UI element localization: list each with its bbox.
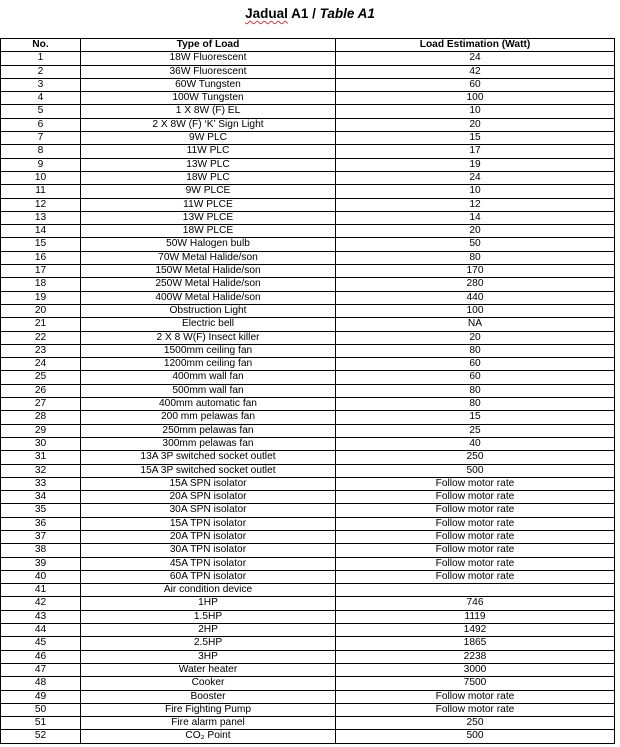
cell-no: 35 (1, 504, 81, 517)
cell-load-estimation: Follow motor rate (336, 557, 615, 570)
table-row (1, 663, 615, 676)
cell-type-of-load: 2HP (81, 624, 336, 637)
cell-type-of-load: 15A 3P switched socket outlet (81, 464, 336, 477)
cell-load-estimation: Follow motor rate (336, 570, 615, 583)
cell-load-estimation: Follow motor rate (336, 517, 615, 530)
table-row (1, 517, 615, 530)
table-row (1, 344, 615, 357)
cell-no: 15 (1, 238, 81, 251)
cell-no: 39 (1, 557, 81, 570)
cell-no: 12 (1, 198, 81, 211)
cell-load-estimation: 250 (336, 451, 615, 464)
cell-no: 31 (1, 451, 81, 464)
table-row (1, 584, 615, 597)
table-row (1, 211, 615, 224)
table-body (1, 52, 615, 743)
cell-no: 41 (1, 584, 81, 597)
table-row (1, 650, 615, 663)
header-type-of-load: Type of Load (81, 39, 336, 52)
cell-load-estimation: 500 (336, 464, 615, 477)
cell-load-estimation: Follow motor rate (336, 491, 615, 504)
cell-load-estimation: 17 (336, 145, 615, 158)
cell-no: 44 (1, 624, 81, 637)
cell-type-of-load: Electric bell (81, 318, 336, 331)
cell-type-of-load: Booster (81, 690, 336, 703)
cell-type-of-load: 18W PLCE (81, 225, 336, 238)
cell-type-of-load: 1HP (81, 597, 336, 610)
cell-no: 42 (1, 597, 81, 610)
load-estimation-table (0, 38, 615, 744)
cell-no: 40 (1, 570, 81, 583)
cell-load-estimation: Follow motor rate (336, 690, 615, 703)
cell-type-of-load: 20A TPN isolator (81, 530, 336, 543)
cell-no: 16 (1, 251, 81, 264)
cell-load-estimation: 500 (336, 730, 615, 743)
table-row (1, 717, 615, 730)
cell-no: 13 (1, 211, 81, 224)
cell-load-estimation: Follow motor rate (336, 504, 615, 517)
cell-no: 32 (1, 464, 81, 477)
cell-no: 7 (1, 132, 81, 145)
cell-type-of-load: 500mm wall fan (81, 384, 336, 397)
cell-load-estimation: 250 (336, 717, 615, 730)
cell-type-of-load: 1 X 8W (F) EL (81, 105, 336, 118)
cell-no: 38 (1, 544, 81, 557)
cell-type-of-load: 30A TPN isolator (81, 544, 336, 557)
table-row (1, 158, 615, 171)
cell-load-estimation: Follow motor rate (336, 703, 615, 716)
cell-type-of-load: 3HP (81, 650, 336, 663)
cell-type-of-load: 36W Fluorescent (81, 65, 336, 78)
table-row (1, 451, 615, 464)
cell-type-of-load: 300mm pelawas fan (81, 437, 336, 450)
cell-type-of-load: 200 mm pelawas fan (81, 411, 336, 424)
cell-no: 51 (1, 717, 81, 730)
title-english: Table A1 (319, 6, 375, 21)
table-row (1, 424, 615, 437)
table-row (1, 491, 615, 504)
cell-no: 27 (1, 398, 81, 411)
cell-load-estimation: 1492 (336, 624, 615, 637)
cell-type-of-load: 15A SPN isolator (81, 477, 336, 490)
cell-no: 37 (1, 530, 81, 543)
cell-no: 8 (1, 145, 81, 158)
cell-load-estimation: 3000 (336, 663, 615, 676)
cell-type-of-load: 100W Tungsten (81, 92, 336, 105)
cell-no: 47 (1, 663, 81, 676)
table-row (1, 624, 615, 637)
cell-load-estimation: 25 (336, 424, 615, 437)
cell-type-of-load: 250W Metal Halide/son (81, 278, 336, 291)
cell-load-estimation: Follow motor rate (336, 544, 615, 557)
cell-type-of-load: 13A 3P switched socket outlet (81, 451, 336, 464)
cell-type-of-load: 60W Tungsten (81, 78, 336, 91)
cell-load-estimation: 15 (336, 411, 615, 424)
header-no: No. (1, 39, 81, 52)
cell-load-estimation: 10 (336, 105, 615, 118)
table-row (1, 105, 615, 118)
title-separator: A1 / (287, 6, 320, 21)
table-row (1, 318, 615, 331)
table-row (1, 145, 615, 158)
table-row (1, 78, 615, 91)
cell-type-of-load: 11W PLC (81, 145, 336, 158)
cell-type-of-load: Air condition device (81, 584, 336, 597)
cell-no: 50 (1, 703, 81, 716)
cell-no: 36 (1, 517, 81, 530)
cell-load-estimation: 80 (336, 384, 615, 397)
table-row (1, 92, 615, 105)
cell-load-estimation: 24 (336, 52, 615, 65)
cell-type-of-load: 60A TPN isolator (81, 570, 336, 583)
cell-type-of-load: 20A SPN isolator (81, 491, 336, 504)
cell-type-of-load: 250mm pelawas fan (81, 424, 336, 437)
cell-load-estimation: 14 (336, 211, 615, 224)
cell-no: 1 (1, 52, 81, 65)
cell-type-of-load: 13W PLCE (81, 211, 336, 224)
cell-type-of-load: Cooker (81, 677, 336, 690)
cell-no: 11 (1, 185, 81, 198)
cell-type-of-load: Obstruction Light (81, 304, 336, 317)
cell-no: 22 (1, 331, 81, 344)
cell-no: 14 (1, 225, 81, 238)
cell-no: 3 (1, 78, 81, 91)
cell-type-of-load: 400mm automatic fan (81, 398, 336, 411)
cell-type-of-load: 2 X 8W (F) ‘K’ Sign Light (81, 118, 336, 131)
cell-type-of-load: 9W PLCE (81, 185, 336, 198)
table-row (1, 530, 615, 543)
table-row (1, 251, 615, 264)
cell-load-estimation: 2238 (336, 650, 615, 663)
table-row (1, 225, 615, 238)
cell-no: 25 (1, 371, 81, 384)
cell-load-estimation: 20 (336, 118, 615, 131)
table-row (1, 464, 615, 477)
cell-load-estimation: 24 (336, 171, 615, 184)
cell-load-estimation: 170 (336, 265, 615, 278)
cell-no: 52 (1, 730, 81, 743)
table-row (1, 637, 615, 650)
cell-load-estimation: 20 (336, 225, 615, 238)
table-row (1, 384, 615, 397)
cell-load-estimation: 10 (336, 185, 615, 198)
cell-load-estimation: 440 (336, 291, 615, 304)
cell-load-estimation: 80 (336, 344, 615, 357)
cell-no: 19 (1, 291, 81, 304)
cell-type-of-load: 1.5HP (81, 610, 336, 623)
table-row (1, 304, 615, 317)
cell-type-of-load: Water heater (81, 663, 336, 676)
title-malay: Jadual (245, 6, 288, 21)
cell-no: 9 (1, 158, 81, 171)
table-row (1, 610, 615, 623)
cell-load-estimation: 80 (336, 398, 615, 411)
cell-type-of-load: 11W PLCE (81, 198, 336, 211)
cell-load-estimation: 60 (336, 78, 615, 91)
cell-type-of-load: 9W PLC (81, 132, 336, 145)
table-row (1, 504, 615, 517)
table-row (1, 597, 615, 610)
cell-load-estimation: 280 (336, 278, 615, 291)
cell-load-estimation: 746 (336, 597, 615, 610)
cell-load-estimation (336, 584, 615, 597)
cell-no: 21 (1, 318, 81, 331)
cell-load-estimation: NA (336, 318, 615, 331)
table-row (1, 65, 615, 78)
cell-load-estimation: 15 (336, 132, 615, 145)
table-row (1, 238, 615, 251)
cell-load-estimation: 60 (336, 371, 615, 384)
cell-type-of-load: 13W PLC (81, 158, 336, 171)
cell-no: 10 (1, 171, 81, 184)
cell-load-estimation: 12 (336, 198, 615, 211)
cell-load-estimation: 1119 (336, 610, 615, 623)
cell-no: 2 (1, 65, 81, 78)
cell-type-of-load: 18W PLC (81, 171, 336, 184)
cell-no: 18 (1, 278, 81, 291)
header-load-estimation: Load Estimation (Watt) (336, 39, 615, 52)
table-row (1, 557, 615, 570)
cell-load-estimation: Follow motor rate (336, 477, 615, 490)
table-row (1, 544, 615, 557)
table-row (1, 570, 615, 583)
table-row (1, 677, 615, 690)
cell-load-estimation: 19 (336, 158, 615, 171)
cell-type-of-load: 2.5HP (81, 637, 336, 650)
table-row (1, 398, 615, 411)
cell-no: 28 (1, 411, 81, 424)
table-row (1, 371, 615, 384)
cell-load-estimation: 7500 (336, 677, 615, 690)
cell-no: 17 (1, 265, 81, 278)
cell-type-of-load: 400W Metal Halide/son (81, 291, 336, 304)
cell-type-of-load: 1500mm ceiling fan (81, 344, 336, 357)
cell-no: 24 (1, 358, 81, 371)
table-row (1, 358, 615, 371)
table-row (1, 291, 615, 304)
table-row (1, 690, 615, 703)
table-row (1, 331, 615, 344)
cell-type-of-load: 15A TPN isolator (81, 517, 336, 530)
cell-no: 29 (1, 424, 81, 437)
table-row (1, 703, 615, 716)
table-row (1, 265, 615, 278)
cell-no: 30 (1, 437, 81, 450)
table-row (1, 185, 615, 198)
cell-load-estimation: 60 (336, 358, 615, 371)
cell-no: 23 (1, 344, 81, 357)
cell-load-estimation: 100 (336, 304, 615, 317)
cell-load-estimation: 42 (336, 65, 615, 78)
cell-type-of-load: Fire alarm panel (81, 717, 336, 730)
cell-no: 45 (1, 637, 81, 650)
cell-type-of-load: 45A TPN isolator (81, 557, 336, 570)
cell-type-of-load: Fire Fighting Pump (81, 703, 336, 716)
cell-load-estimation: 50 (336, 238, 615, 251)
cell-type-of-load: CO₂ Point (81, 730, 336, 743)
cell-no: 6 (1, 118, 81, 131)
cell-no: 26 (1, 384, 81, 397)
cell-load-estimation: 1865 (336, 637, 615, 650)
table-row (1, 118, 615, 131)
cell-no: 34 (1, 491, 81, 504)
table-row (1, 477, 615, 490)
cell-no: 4 (1, 92, 81, 105)
cell-no: 48 (1, 677, 81, 690)
table-title (0, 4, 620, 24)
cell-type-of-load: 2 X 8 W(F) Insect killer (81, 331, 336, 344)
cell-type-of-load: 18W Fluorescent (81, 52, 336, 65)
cell-type-of-load: 150W Metal Halide/son (81, 265, 336, 278)
cell-load-estimation: 20 (336, 331, 615, 344)
table-row (1, 198, 615, 211)
cell-type-of-load: 70W Metal Halide/son (81, 251, 336, 264)
cell-no: 5 (1, 105, 81, 118)
cell-load-estimation: Follow motor rate (336, 530, 615, 543)
cell-no: 20 (1, 304, 81, 317)
table-row (1, 278, 615, 291)
table-row (1, 171, 615, 184)
cell-load-estimation: 40 (336, 437, 615, 450)
cell-load-estimation: 100 (336, 92, 615, 105)
cell-type-of-load: 1200mm ceiling fan (81, 358, 336, 371)
table-row (1, 52, 615, 65)
cell-type-of-load: 50W Halogen bulb (81, 238, 336, 251)
cell-no: 49 (1, 690, 81, 703)
table-row (1, 437, 615, 450)
cell-load-estimation: 80 (336, 251, 615, 264)
table-row (1, 730, 615, 743)
table-row (1, 411, 615, 424)
cell-no: 33 (1, 477, 81, 490)
cell-type-of-load: 30A SPN isolator (81, 504, 336, 517)
cell-no: 46 (1, 650, 81, 663)
cell-type-of-load: 400mm wall fan (81, 371, 336, 384)
table-row (1, 132, 615, 145)
cell-no: 43 (1, 610, 81, 623)
table-header-row (1, 39, 615, 52)
